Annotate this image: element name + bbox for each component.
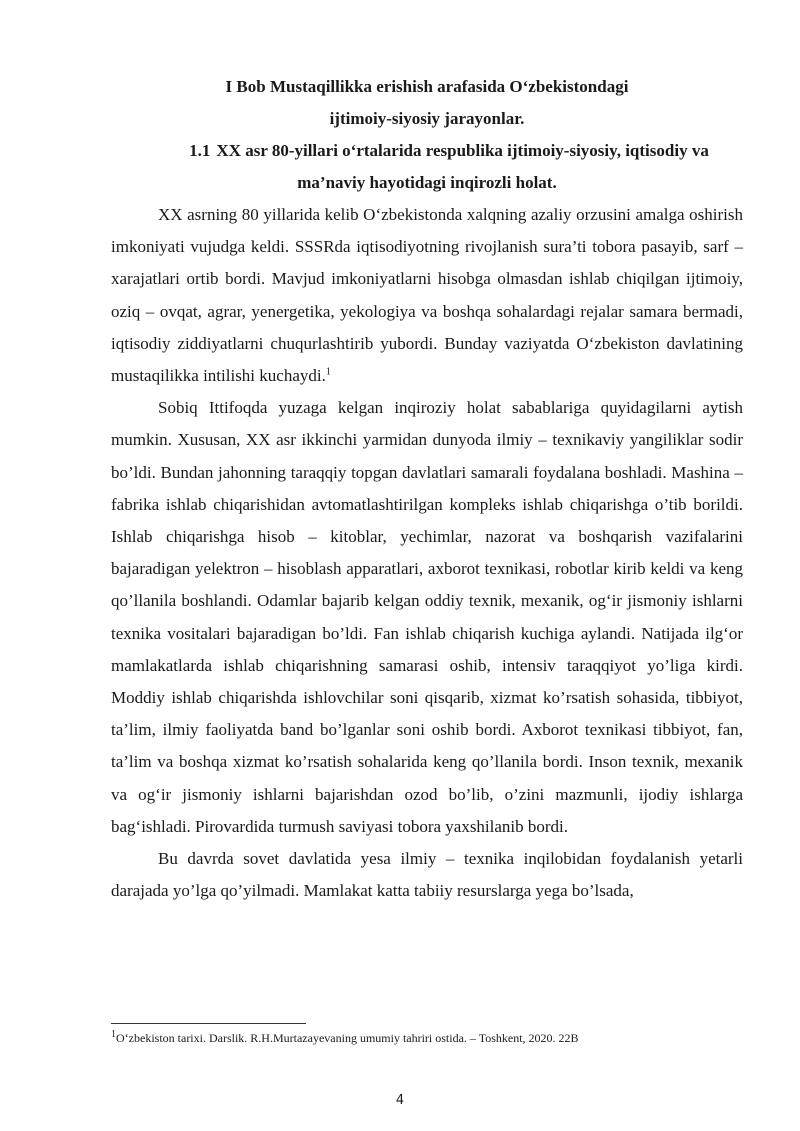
footnote-text: O‘zbekiston tarixi. Darslik. R.H.Murtazayevaning umumiy tahriri ostida. – Toshkent, 2020. 22B	[116, 1031, 579, 1045]
page-number: 4	[395, 1093, 405, 1108]
paragraph-2	[111, 392, 743, 843]
footnote-marker: 1	[111, 1029, 116, 1040]
footnote-reference[interactable]: 1	[325, 366, 331, 378]
page-body	[111, 71, 743, 907]
paragraph-3	[111, 843, 743, 907]
chapter-title-line-2: ijtimoiy-siyosiy jarayonlar.	[329, 109, 525, 128]
paragraph-2-text: Sobiq Ittifoqda yuzaga kelgan inqiroziy holat sabablariga quyidagilarni aytish mumkin. Xususan, XX asr ikkinchi yarmidan dunyoda ilmiy – texnikaviy yangiliklar sodir bo’ldi. Bundan jahonning taraqqiy topgan davlatlari samarali foydalana boshladi. Mashina – fabrika ishlab chiqarishidan avtomatlashtirilgan kompleks ishlab chiqarishga o’tib borildi. Ishlab chiqarishga hisob – kitoblar, yechimlar, nazorat va boshqarish vazifalarini bajaradigan yelektron – hisoblash apparatlari, axborot texnikasi, robotlar kirib keldi va keng qo’llanila boshlandi. Odamlar bajarib kelgan oddiy texnik, mexanik, og‘ir jismoniy ishlarni texnika vositalari bajaradigan bo’ldi. Fan ishlab chiqarish kuchiga aylandi. Natijada ilg‘or mamlakatlarda ishlab chiqarishning samarasi oshib, intensiv taraqqiyot yo’liga kirdi. Moddiy ishlab chiqarishda ishlovchilar soni qisqarib, xizmat ko’rsatish sohasida, tibbiyot, ta’lim, ilmiy faoliyatda band bo’lganlar soni oshib bordi. Axborot texnikasi tibbiyot, fan, ta’lim va boshqa xizmat ko’rsatish sohalarida keng qo’llanila bordi. Inson texnik, mexanik va og‘ir jismoniy ishlarni bajarishdan ozod bo’lib, o’zini mazmunli, ijodiy ishlarga bag‘ishladi. Pirovardida turmush saviyasi tobora yaxshilanib bordi.	[111, 398, 743, 836]
paragraph-1	[111, 199, 743, 392]
paragraph-1-text: XX asrning 80 yillarida kelib O‘zbekistonda xalqning azaliy orzusini amalga oshirish imkoniyati vujudga keldi. SSSRda iqtisodiyotning rivojlanish sura’ti tobora pasayib, sarf – xarajatlari ortib bordi. Mavjud imkoniyatlarni hisobga olmasdan ishlab chiqilgan ijtimoiy, oziq – ovqat, agrar, yenergetika, yekologiya va boshqa sohalardagi rejalar samara bermadi, iqtisodiy ziddiyatlarni chuqurlashtirib yubordi. Bunday vaziyatda O‘zbekiston davlatining mustaqilikka intilishi kuchaydi.	[111, 205, 743, 386]
section-number: 1.1	[189, 141, 211, 160]
paragraph-3-text: Bu davrda sovet davlatida yesa ilmiy – texnika inqilobidan foydalanish yetarli darajada yo’lga qo’yilmadi. Mamlakat katta tabiiy resurslarga yega bo’lsada,	[111, 849, 743, 901]
section-title-text: XX asr 80-yillari o‘rtalarida respublika ijtimoiy-siyosiy, iqtisodiy va	[216, 141, 709, 160]
section-title-line-1	[111, 135, 743, 167]
section-title-line-2: ma’naviy hayotidagi inqirozli holat.	[297, 173, 557, 192]
footnote-separator	[111, 1023, 306, 1024]
footnote	[111, 1030, 751, 1046]
chapter-title-line-1: I Bob Mustaqillikka erishish arafasida O‘zbekistondagi	[225, 77, 629, 96]
